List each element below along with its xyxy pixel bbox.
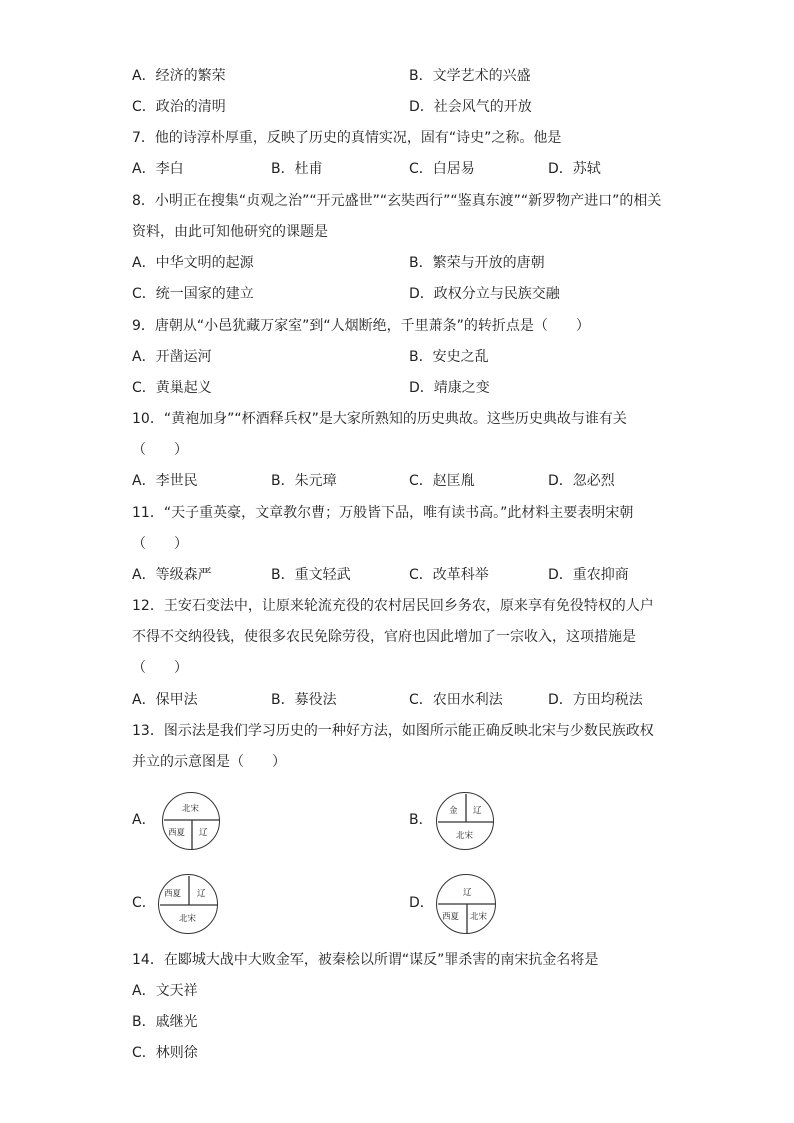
q12-stem-line3: （ ） (132, 660, 188, 676)
diagram-c-top-left: 西夏 (164, 889, 182, 899)
q8-stem-line2: 资料，由此可知他研究的课题是 (132, 224, 328, 240)
q6-option-c: C．政治的清明 (132, 99, 226, 115)
q13-diagram-d (436, 874, 496, 934)
q10-stem-line2: （ ） (132, 442, 188, 458)
q6-option-b: B．文学艺术的兴盛 (409, 68, 531, 84)
q9-option-b: B．安史之乱 (409, 349, 489, 365)
q8-option-d: D．政权分立与民族交融 (409, 286, 560, 302)
q11-option-c: C．改革科举 (409, 567, 489, 583)
diagram-d-top: 辽 (463, 888, 472, 898)
q7-option-d: D．苏轼 (548, 161, 601, 177)
q9-option-d: D．靖康之变 (409, 380, 490, 396)
q9-option-a: A．开凿运河 (132, 349, 212, 365)
q13-diagram-b (436, 792, 494, 850)
q13-stem-line2: 并立的示意图是（ ） (132, 754, 286, 770)
q12-stem-line1: 12．王安石变法中，让原来轮流充役的农村居民回乡务农，原来享有免役特权的人户 (132, 598, 654, 614)
diagram-b-dividers (437, 793, 495, 851)
q12-stem-line2: 不得不交纳役钱，使很多农民免除劳役，官府也因此增加了一宗收入，这项措施是 (132, 629, 636, 645)
q13-option-a-label: A． (132, 812, 156, 828)
q12-option-d: D．方田均税法 (548, 692, 643, 708)
q13-option-d-label: D． (409, 895, 434, 911)
q7-option-b: B．杜甫 (271, 161, 323, 177)
diagram-b-bottom: 北宋 (456, 831, 474, 841)
q13-stem-line1: 13．图示法是我们学习历史的一种好方法，如图所示能正确反映北宋与少数民族政权 (132, 723, 654, 739)
q10-option-b: B．朱元璋 (271, 473, 337, 489)
q7-option-c: C．白居易 (409, 161, 475, 177)
q14-option-c: C．林则徐 (132, 1045, 198, 1061)
q10-option-d: D．忽必烈 (548, 473, 615, 489)
diagram-a-bottom-right: 辽 (199, 828, 208, 838)
q11-stem-line1: 11．“天子重英豪，文章教尔曹；万般皆下品，唯有读书高。”此材料主要表明宋朝 (132, 505, 634, 521)
q11-option-b: B．重文轻武 (271, 567, 351, 583)
q14-stem: 14．在郾城大战中大败金军，被秦桧以所谓“谋反”罪杀害的南宋抗金名将是 (132, 952, 599, 968)
diagram-b-top-left: 金 (449, 806, 458, 816)
diagram-a-top: 北宋 (182, 804, 200, 814)
diagram-d-bottom-left: 西夏 (442, 912, 460, 922)
diagram-c-top-right: 辽 (197, 889, 206, 899)
q8-option-c: C．统一国家的建立 (132, 286, 254, 302)
q9-stem: 9．唐朝从“小邑犹藏万家室”到“人烟断绝，千里萧条”的转折点是（ ） (132, 318, 590, 334)
diagram-d-dividers (437, 875, 497, 935)
q13-option-b-label: B． (409, 812, 433, 828)
diagram-c-bottom: 北宋 (179, 914, 197, 924)
q10-option-a: A．李世民 (132, 473, 198, 489)
q14-option-a: A．文天祥 (132, 983, 198, 999)
q7-stem: 7．他的诗淳朴厚重，反映了历史的真情实况，固有“诗史”之称。他是 (132, 130, 562, 146)
q10-option-c: C．赵匡胤 (409, 473, 475, 489)
q11-stem-line2: （ ） (132, 536, 188, 552)
q13-option-c-label: C． (132, 895, 156, 911)
q9-option-c: C．黄巢起义 (132, 380, 212, 396)
q12-option-a: A．保甲法 (132, 692, 198, 708)
q14-option-b: B．戚继光 (132, 1014, 198, 1030)
q13-diagram-a (162, 792, 220, 850)
diagram-a-bottom-left: 西夏 (168, 828, 186, 838)
q8-option-b: B．繁荣与开放的唐朝 (409, 255, 545, 271)
diagram-b-top-right: 辽 (473, 806, 482, 816)
q12-option-c: C．农田水利法 (409, 692, 503, 708)
q13-diagram-c (158, 874, 218, 934)
q8-stem-line1: 8．小明正在搜集“贞观之治”“开元盛世”“玄奘西行”“鉴真东渡”“新罗物产进口”的相关 (132, 193, 662, 209)
q11-option-a: A．等级森严 (132, 567, 212, 583)
q11-option-d: D．重农抑商 (548, 567, 629, 583)
q10-stem-line1: 10．“黄袍加身”“杯酒释兵权”是大家所熟知的历史典故。这些历史典故与谁有关 (132, 411, 627, 427)
q12-option-b: B．募役法 (271, 692, 337, 708)
q6-option-d: D．社会风气的开放 (409, 99, 532, 115)
q7-option-a: A．李白 (132, 161, 184, 177)
diagram-c-dividers (159, 875, 219, 935)
q6-option-a: A．经济的繁荣 (132, 68, 226, 84)
q8-option-a: A．中华文明的起源 (132, 255, 254, 271)
diagram-d-bottom-right: 北宋 (470, 912, 488, 922)
